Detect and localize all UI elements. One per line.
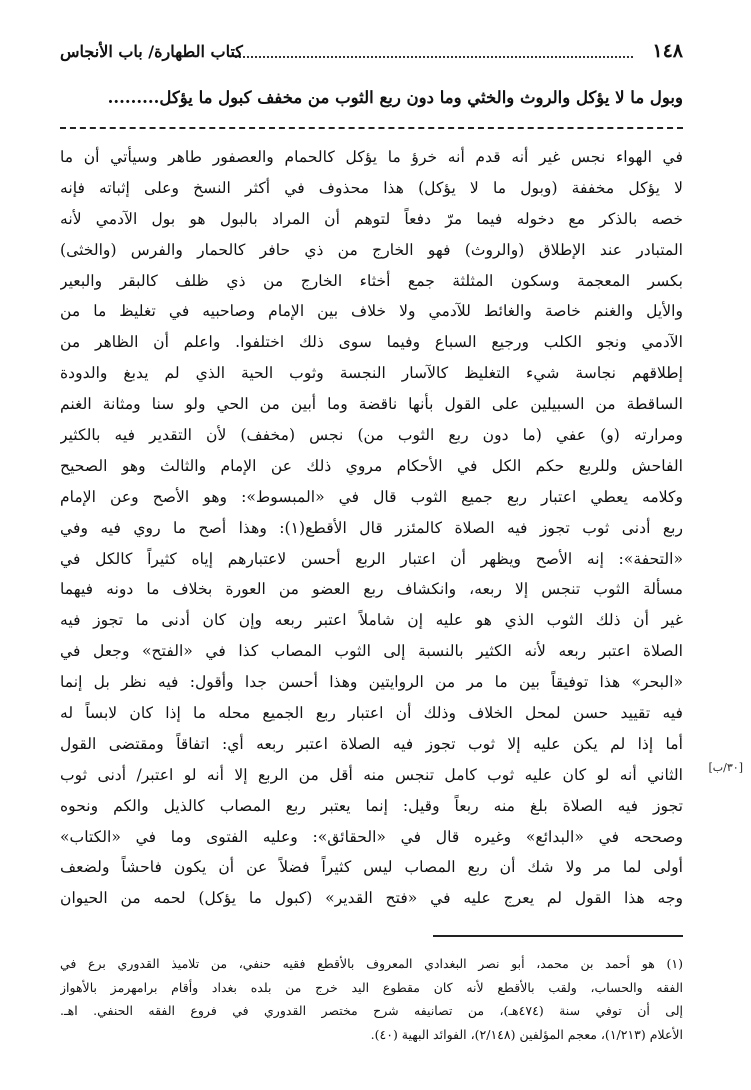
body-line: «التحفة»: إنه الأصح ويظهر أن اعتبار الربع أحسن لاعتبارهم إياه كثيراً كالكل في bbox=[60, 549, 683, 568]
body-line: الثاني أنه لو كان عليه ثوب كامل تنجس منه أقل من الربع إلا أنه لو اعتبر/ أدنى ثوب bbox=[60, 765, 683, 784]
body-line: غير أن ذلك الثوب الذي هو عليه إن شاملاً اعتبر ربعه وإن كان أدنى ما تجوز فيه bbox=[60, 611, 683, 630]
body-line: وكلامه يعطي اعتبار ربع جميع الثوب قال في «المبسوط»: وهو الأصح وعن الإمام bbox=[60, 487, 683, 506]
body-line: خصه بالذكر مع دخوله فيما مرّ دفعاً لتوهم أن المراد بالبول هو بول الآدمي لأنه bbox=[60, 209, 683, 228]
body-line: الفاحش وللربع حكم الكل في الأحكام مروي ذلك عن الإمام والثالث وهو الصحيح bbox=[60, 456, 683, 475]
footnote-line: الفقه والحساب، ولقب بالأقطع لأنه كان مقطوع اليد خرج من بلده بغداد وأقام برامهرمز بالأهواز bbox=[60, 979, 683, 995]
footnote-separator bbox=[433, 935, 683, 937]
margin-folio-note: [٣٠/ب] bbox=[708, 761, 743, 774]
body-line: ومرارته (و) عفي (ما دون ربع الثوب من) نجس (مخفف) لأن التقدير فيه بالكثير bbox=[60, 426, 683, 445]
page-number: ١٤٨ bbox=[652, 40, 683, 62]
running-header bbox=[60, 40, 683, 66]
body-line: لا يؤكل مخففة (وبول ما لا يؤكل) هذا محذوف في أكثر النسخ وعلى إثباته فإنه bbox=[60, 178, 683, 197]
matn-dashed-rule bbox=[60, 127, 683, 129]
footnote-line: إلى أن توفي سنة (٤٧٤هـ)، من تصانيفه شرح مختصر القدوري في فروع الفقه الحنفي. اهـ. bbox=[60, 1003, 683, 1019]
commentary-body bbox=[60, 142, 683, 914]
body-line: الآدمي ونجو الكلب ورجيع السباع وفيما سوى ذلك اختلفوا. واعلم أن الظاهر من bbox=[60, 333, 683, 352]
chapter-title: كتاب الطهارة/ باب الأنجاس bbox=[60, 42, 243, 61]
footnotes bbox=[60, 952, 683, 1046]
body-line: بكسر المعجمة وسكون المثلثة جمع أخثاء الخارج من ذي ظلف كالبقر والبعير bbox=[60, 271, 683, 290]
body-line: «البحر» هذا توفيقاً بين ما مر من الروايتين وهذا أحسن جدا وأقول: فيه نظر بل إنما bbox=[60, 673, 683, 692]
body-line: ربع أدنى ثوب تجوز فيه الصلاة كالمئزر قال الأقطع(١): وهذا أصح ما روي فيه وفي bbox=[60, 518, 683, 537]
footnote-line: (١) هو أحمد بن محمد، أبو نصر البغدادي المعروف بالأقطع فقيه حنفي، من تلاميذ القدوري برع في bbox=[60, 956, 683, 971]
body-line: مسألة الثوب تنجس إلا ربعه، وانكشاف ربع العضو من العورة بخلاف ما دونه فيهما bbox=[60, 580, 683, 599]
footnote-line: الأعلام (١/٢١٣)، معجم المؤلفين (٢/١٤٨)، الفوائد البهية (٤٠). bbox=[370, 1026, 683, 1042]
body-line: إطلاقهم نجاسة شيء التغليظ كالآسار النجسة وثوب الحية الذي لم يدبغ والدودة bbox=[60, 364, 683, 383]
body-line: وجه هذا القول لم يعرج عليه في «فتح القدير» (كبول ما يؤكل) لحمه من الحيوان bbox=[60, 889, 683, 908]
body-line: المتبادر عند الإطلاق (والروث) فهو الخارج من ذي حافر كالحمار والفرس (والخثى) bbox=[60, 240, 683, 259]
header-dotted-separator bbox=[235, 56, 633, 58]
body-line: الصلاة اعتبر ربعه لأنه الكثير بالنسبة إلى الثوب المصاب كذا في «الفتح» وجعل في bbox=[60, 642, 683, 661]
body-line: في الهواء نجس غير أنه قدم أنه خرؤ ما يؤكل كالحمام والعصفور طاهر وسيأتي أن ما bbox=[60, 148, 683, 166]
body-line: الساقطة من السبيلين على القول بأنها ناقضة وما أبين من الحي ولو سنا ومثانة الغنم bbox=[60, 395, 683, 414]
body-line: وصححه في «البدائع» وغيره قال في «الحقائق»: وعليه الفتوى وما في «الكتاب» bbox=[60, 827, 683, 846]
matn-text: وبول ما لا يؤكل والروث والخثي وما دون ربع الثوب من مخفف كبول ما يؤكل......... bbox=[107, 88, 683, 107]
body-line: تجوز فيه الصلاة بلغ منه ربعاً وقيل: إنما يعتبر ربع المصاب كالذيل والكم ونحوه bbox=[60, 796, 683, 815]
body-line: والأيل والغنم خاصة والغائط للآدمي ولا خلاف بين الإمام وصاحبيه في تغليظ ما من bbox=[60, 302, 683, 321]
body-line: فيه تقييد حسن لمحل الخلاف وذلك أن اعتبار ربع الجميع محله ما إذا كان لابساً له bbox=[60, 704, 683, 723]
body-line: أولى لما مر ولا شك أن ربع المصاب ليس كثيراً فضلاً عن أن يكون فاحشاً ولضعف bbox=[60, 858, 683, 877]
body-line: أما إذا لم يكن عليه إلا ثوب تجوز فيه الصلاة اعتبر ربعه أي: اتفاقاً ومقتضى القول bbox=[60, 734, 683, 753]
